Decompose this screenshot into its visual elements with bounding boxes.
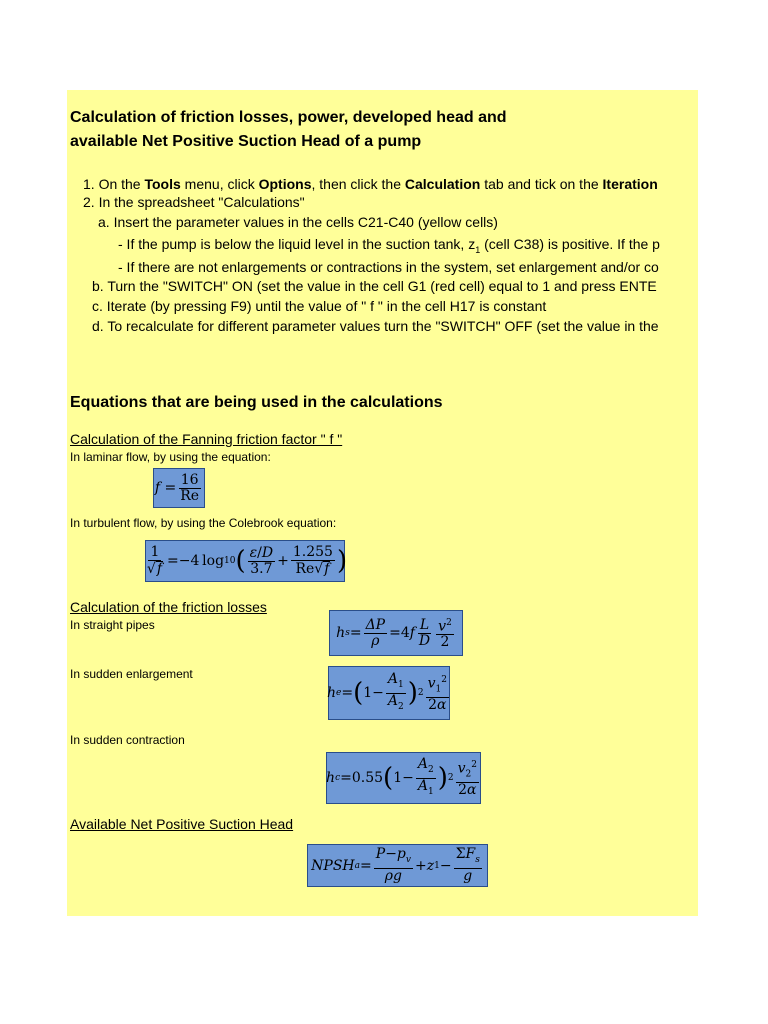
instruction-step-1 [83, 174, 658, 194]
a1-text: - If the pump is below the liquid level in the suction tank, z [118, 236, 476, 252]
step-1-text-3: , then click the [311, 176, 405, 192]
options-label: Options [258, 176, 312, 192]
instruction-a: a. Insert the parameter values in the cells C21-C40 (yellow cells) [98, 214, 498, 230]
laminar-equation: f = $\frac{16}{Re}$ [153, 468, 205, 508]
title-line-1: Calculation of friction losses, power, developed head and [70, 109, 507, 126]
step-1-text-4: tab and tick on the [480, 176, 603, 192]
a1-text-2: (cell C38) is positive. If the p [480, 236, 660, 252]
instruction-a1 [118, 234, 660, 260]
npsh-heading: Available Net Positive Suction Head [70, 816, 294, 832]
enlargement-label: In sudden enlargement [70, 667, 193, 681]
spreadsheet-area [67, 90, 698, 916]
equations-heading: Equations that are being used in the calculations [70, 394, 443, 411]
straight-pipe-equation: h s = $\frac{\Delta P}{\rho}$ =4 f $\frac{L}{D}$ $\frac{v^2}{2}$ [329, 610, 463, 656]
straight-pipes-label: In straight pipes [70, 618, 155, 632]
enlargement-equation: h e = ( 1− $\frac{A_1}{A_2}$ ) 2 $\frac{v_1^2}{2\alpha}$ [328, 666, 450, 720]
step-1-text-2: menu, click [180, 176, 259, 192]
title-line-2: available Net Positive Suction Head of a pump [70, 133, 422, 150]
tools-menu-label: Tools [144, 176, 181, 192]
turbulent-label: In turbulent flow, by using the Colebrook equation: [70, 516, 337, 530]
instruction-a2: - If there are not enlargements or contractions in the system, set enlargement and/or co [118, 259, 659, 275]
instruction-step-2: 2. In the spreadsheet "Calculations" [83, 194, 305, 210]
laminar-label: In laminar flow, by using the equation: [70, 450, 271, 464]
colebrook-equation: $\frac{1}{√f}$ =−4 log 10 ( $\frac{\varepsilon/D}{3.7}$ + $\frac{1.255}{Re√f}$ ) [145, 540, 345, 582]
contraction-equation: h c =0.55 ( 1− $\frac{A_2}{A_1}$ ) 2 $\frac{v_2^2}{2\alpha}$ [326, 752, 481, 804]
npsh-equation: NPSH a = $\frac{P-p_v}{\rho g}$ + z 1 − $\frac{\Sigma F_s}{g}$ [307, 844, 488, 887]
instruction-b: b. Turn the "SWITCH" ON (set the value in the cell G1 (red cell) equal to 1 and press ENTE [92, 278, 657, 294]
contraction-label: In sudden contraction [70, 733, 185, 747]
fanning-heading: Calculation of the Fanning friction factor " f " [70, 431, 343, 447]
instruction-c: c. Iterate (by pressing F9) until the value of " f " in the cell H17 is constant [92, 298, 547, 314]
instruction-d: d. To recalculate for different parameter values turn the "SWITCH" OFF (set the value in the [92, 318, 659, 334]
iteration-label: Iteration [602, 176, 658, 192]
step-1-text: 1. On the [83, 176, 145, 192]
calculation-tab-label: Calculation [404, 176, 481, 192]
friction-heading: Calculation of the friction losses [70, 599, 267, 615]
z-subscript: 1 [475, 244, 481, 255]
